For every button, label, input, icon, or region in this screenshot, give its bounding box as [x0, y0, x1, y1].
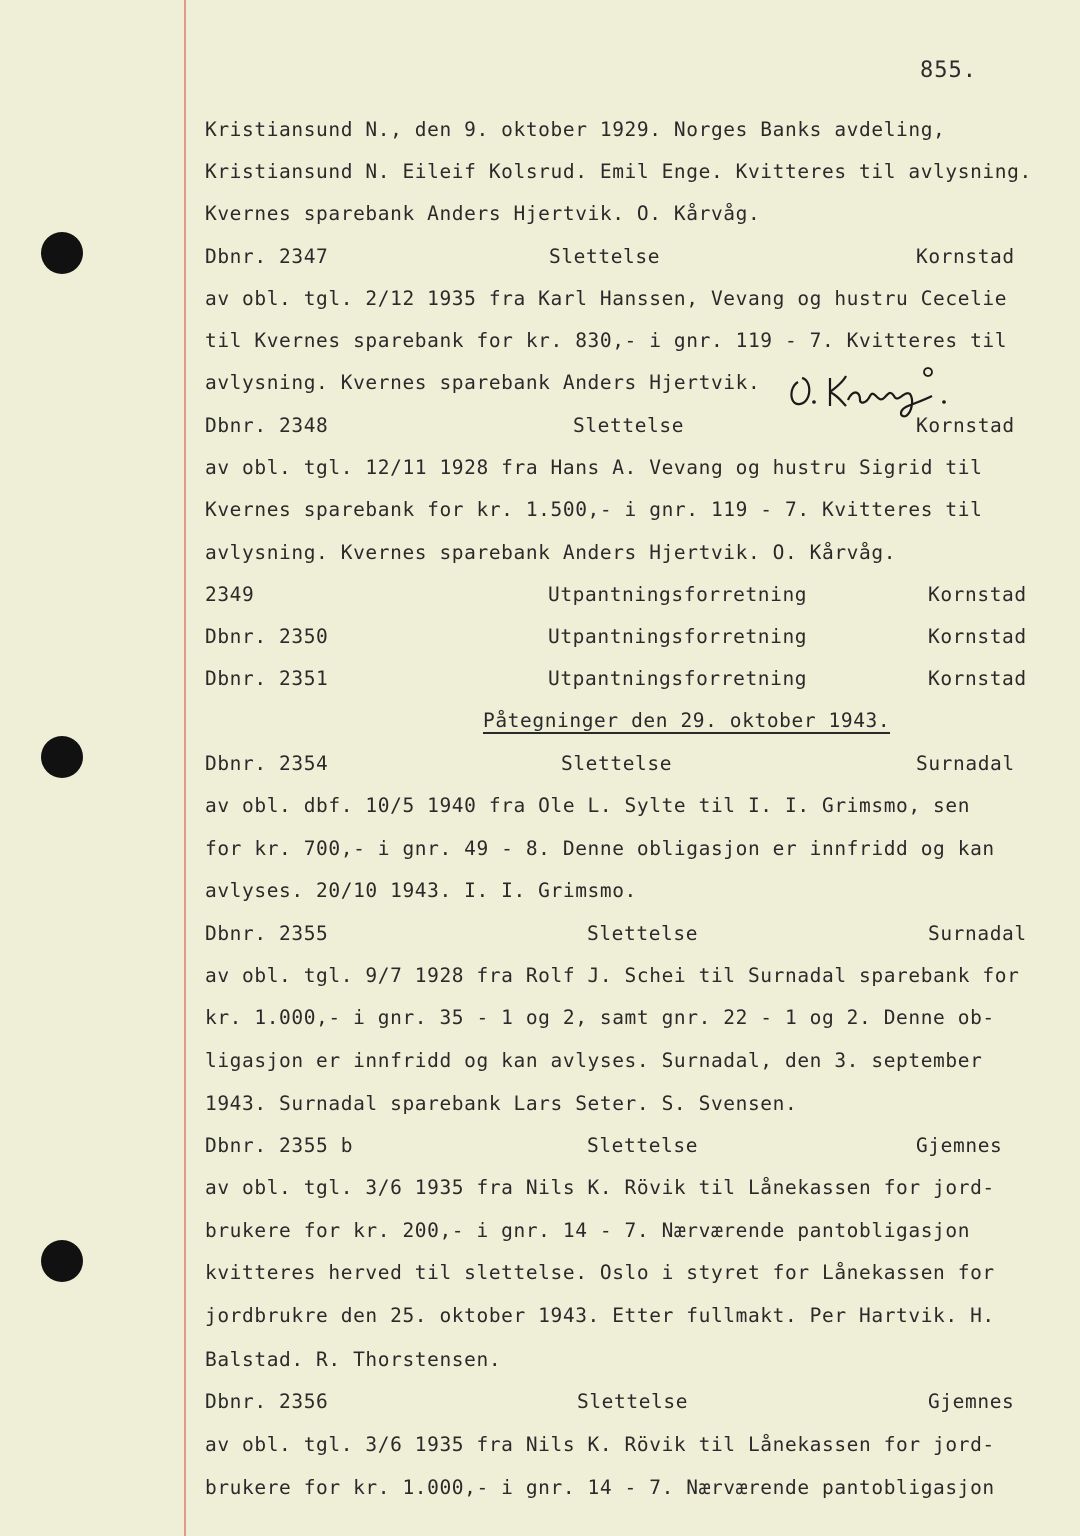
text-line: Kristiansund N., den 9. oktober 1929. Norges Banks avdeling, [205, 118, 946, 141]
text-line: kvitteres herved til slettelse. Oslo i styret for Lånekassen for [205, 1261, 995, 1284]
text-line: avlysning. Kvernes sparebank Anders Hjertvik. [205, 371, 761, 394]
handwritten-signature [786, 360, 956, 420]
text-line: kr. 1.000,- i gnr. 35 - 1 og 2, samt gnr. 22 - 1 og 2. Denne ob- [205, 1006, 995, 1029]
text-line: 1943. Surnadal sparebank Lars Seter. S. Svensen. [205, 1092, 798, 1115]
entry-type: Slettelse [549, 245, 661, 268]
entry-type: Slettelse [561, 752, 673, 775]
entry-number: Dbnr. 2354 [205, 752, 329, 775]
entry-type: Utpantningsforretning [548, 583, 808, 606]
red-margin-line [184, 0, 186, 1536]
text-line: Kristiansund N. Eileif Kolsrud. Emil Enge. Kvitteres til avlysning. [205, 160, 1032, 183]
entry-type: Utpantningsforretning [548, 667, 808, 690]
entry-number: Dbnr. 2348 [205, 414, 329, 437]
text-line: avlyses. 20/10 1943. I. I. Grimsmo. [205, 879, 637, 902]
text-line: avlysning. Kvernes sparebank Anders Hjertvik. O. Kårvåg. [205, 541, 897, 564]
text-line: av obl. tgl. 3/6 1935 fra Nils K. Rövik til Lånekassen for jord- [205, 1433, 995, 1456]
text-line: av obl. tgl. 9/7 1928 fra Rolf J. Schei til Surnadal sparebank for [205, 964, 1020, 987]
text-line: Kvernes sparebank Anders Hjertvik. O. Kårvåg. [205, 202, 761, 225]
text-line: brukere for kr. 1.000,- i gnr. 14 - 7. Nærværende pantobligasjon [205, 1476, 995, 1499]
entry-place: Kornstad [928, 583, 1027, 606]
text-line: jordbrukre den 25. oktober 1943. Etter fullmakt. Per Hartvik. H. [205, 1304, 995, 1327]
entry-place: Kornstad [928, 625, 1027, 648]
entry-place: Kornstad [928, 667, 1027, 690]
entry-type: Slettelse [587, 1134, 699, 1157]
entry-place: Gjemnes [916, 1134, 1003, 1157]
text-line: til Kvernes sparebank for kr. 830,- i gnr. 119 - 7. Kvitteres til [205, 329, 1008, 352]
text-line: brukere for kr. 200,- i gnr. 14 - 7. Nærværende pantobligasjon [205, 1219, 971, 1242]
punch-hole-middle [41, 736, 83, 778]
page-number: 855. [920, 58, 977, 83]
text-line: av obl. tgl. 2/12 1935 fra Karl Hanssen, Vevang og hustru Cecelie [205, 287, 1008, 310]
entry-place: Gjemnes [928, 1390, 1015, 1413]
punch-hole-top [41, 232, 83, 274]
entry-type: Utpantningsforretning [548, 625, 808, 648]
entry-number: Dbnr. 2347 [205, 245, 329, 268]
text-line: Kvernes sparebank for kr. 1.500,- i gnr. 119 - 7. Kvitteres til [205, 498, 983, 521]
entry-type: Slettelse [577, 1390, 689, 1413]
text-line: Balstad. R. Thorstensen. [205, 1348, 502, 1371]
entry-number: Dbnr. 2356 [205, 1390, 329, 1413]
text-line: for kr. 700,- i gnr. 49 - 8. Denne obligasjon er innfridd og kan [205, 837, 995, 860]
entry-place: Surnadal [916, 752, 1015, 775]
entry-place: Kornstad [916, 245, 1015, 268]
entry-type: Slettelse [587, 922, 699, 945]
entry-number: Dbnr. 2355 b [205, 1134, 354, 1157]
entry-place: Surnadal [928, 922, 1027, 945]
entry-number: Dbnr. 2350 [205, 625, 329, 648]
text-line: av obl. tgl. 12/11 1928 fra Hans A. Vevang og hustru Sigrid til [205, 456, 983, 479]
entry-place: Kornstad [916, 414, 1015, 437]
text-line: ligasjon er innfridd og kan avlyses. Surnadal, den 3. september [205, 1049, 983, 1072]
punch-hole-bottom [41, 1240, 83, 1282]
entry-number: Dbnr. 2355 [205, 922, 329, 945]
text-line: av obl. dbf. 10/5 1940 fra Ole L. Sylte til I. I. Grimsmo, sen [205, 794, 971, 817]
entry-number: 2349 [205, 583, 255, 606]
text-line: av obl. tgl. 3/6 1935 fra Nils K. Rövik til Lånekassen for jord- [205, 1176, 995, 1199]
entry-number: Dbnr. 2351 [205, 667, 329, 690]
entry-type: Slettelse [573, 414, 685, 437]
section-heading: Påtegninger den 29. oktober 1943. [483, 709, 891, 732]
